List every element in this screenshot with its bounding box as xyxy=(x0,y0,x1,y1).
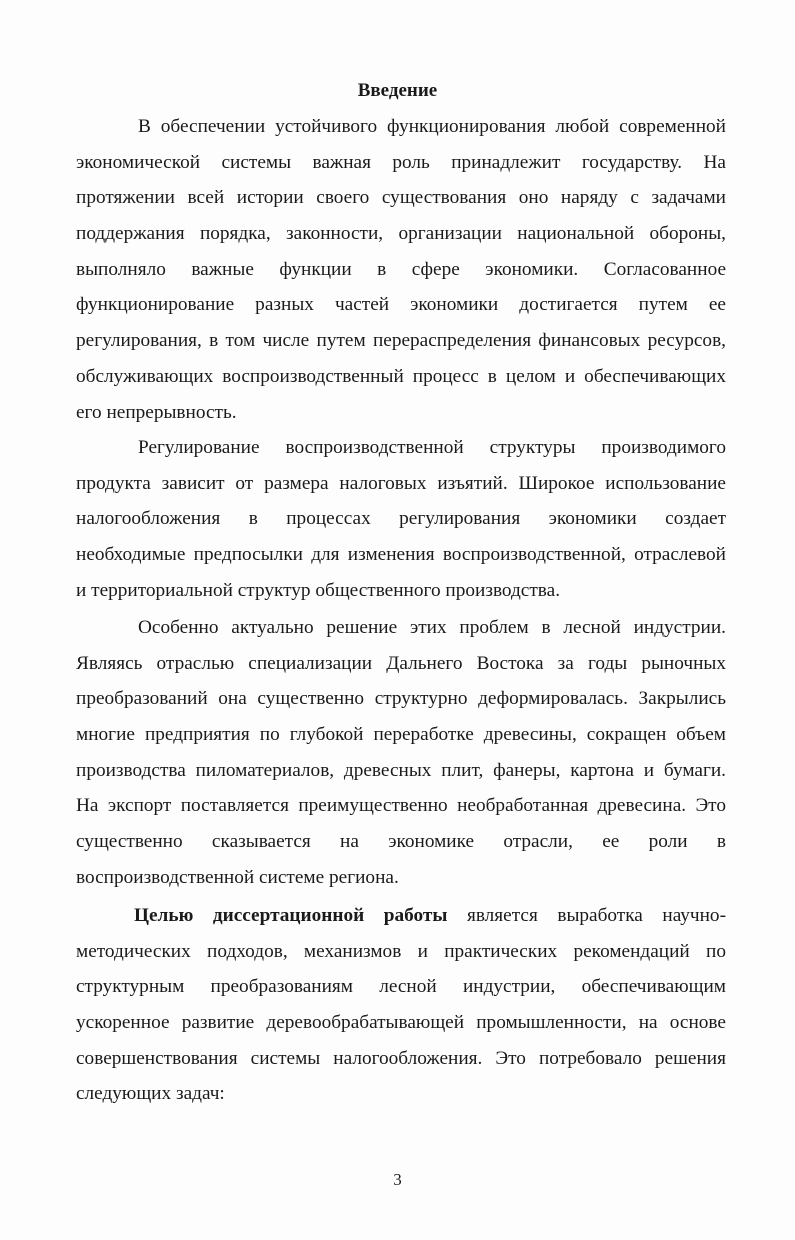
text-line: продукта зависит от размера налоговых изъятий. Широкое использование xyxy=(76,472,726,494)
text-line: экономической системы важная роль принадлежит государству. На xyxy=(76,151,726,173)
text-line: На экспорт поставляется преимущественно необработанная древесина. Это xyxy=(76,795,726,817)
text-line: структурным преобразованиям лесной индустрии, обеспечивающим xyxy=(76,976,726,998)
text-line: обслуживающих воспроизводственный процесс в целом и обеспечивающих xyxy=(76,365,726,387)
text-line: регулирования, в том числе путем перераспределения финансовых ресурсов, xyxy=(76,330,726,352)
text-line: воспроизводственной системе региона. xyxy=(76,866,399,888)
text-line: совершенствования системы налогообложения. Это потребовало решения xyxy=(76,1047,726,1069)
goal-lead-rest: является выработка научно- xyxy=(447,905,726,926)
text-line: следующих задач: xyxy=(76,1083,225,1105)
text-line: методических подходов, механизмов и практических рекомендаций по xyxy=(76,940,726,962)
text-line: производства пиломатериалов, древесных плит, фанеры, картона и бумаги. xyxy=(76,759,726,781)
text-line: преобразований она существенно структурно деформировалась. Закрылись xyxy=(76,688,726,710)
text-line: поддержания порядка, законности, организации национальной обороны, xyxy=(76,223,726,245)
text-line: Особенно актуально решение этих проблем в лесной индустрии. xyxy=(138,617,726,638)
paragraph-forestry xyxy=(76,610,726,896)
text-line: ускоренное развитие деревообрабатывающей промышленности, на основе xyxy=(76,1012,726,1034)
page-number: 3 xyxy=(393,1170,402,1189)
text-line: налогообложения в процессах регулирования экономики создает xyxy=(76,508,726,530)
paragraph-regulation xyxy=(76,430,726,608)
text-line: функционирование разных частей экономики достигается путем ее xyxy=(76,294,726,316)
text-line: протяжении всей истории своего существования оно наряду с задачами xyxy=(76,187,726,209)
text-line: существенно сказывается на экономике отрасли, ее роли в xyxy=(76,831,726,853)
paragraph-intro xyxy=(76,109,726,430)
text-line: Являясь отраслью специализации Дальнего Востока за годы рыночных xyxy=(76,652,726,674)
text-line xyxy=(76,898,726,934)
text-line: необходимые предпосылки для изменения воспроизводственной, отраслевой xyxy=(76,544,726,566)
paragraph-goal xyxy=(76,898,726,1112)
text-line: многие предприятия по глубокой переработке древесины, сокращен объем xyxy=(76,724,726,746)
text-line: В обеспечении устойчивого функционирования любой современной xyxy=(138,116,726,137)
text-line: выполняло важные функции в сфере экономики. Согласованное xyxy=(76,258,726,280)
text-line: Регулирование воспроизводственной структуры производимого xyxy=(138,437,726,458)
text-line: его непрерывность. xyxy=(76,401,237,423)
goal-lead: Целью диссертационной работы xyxy=(134,905,448,926)
text-line: и территориальной структур общественного производства. xyxy=(76,579,561,601)
page-title: Введение xyxy=(357,80,438,101)
